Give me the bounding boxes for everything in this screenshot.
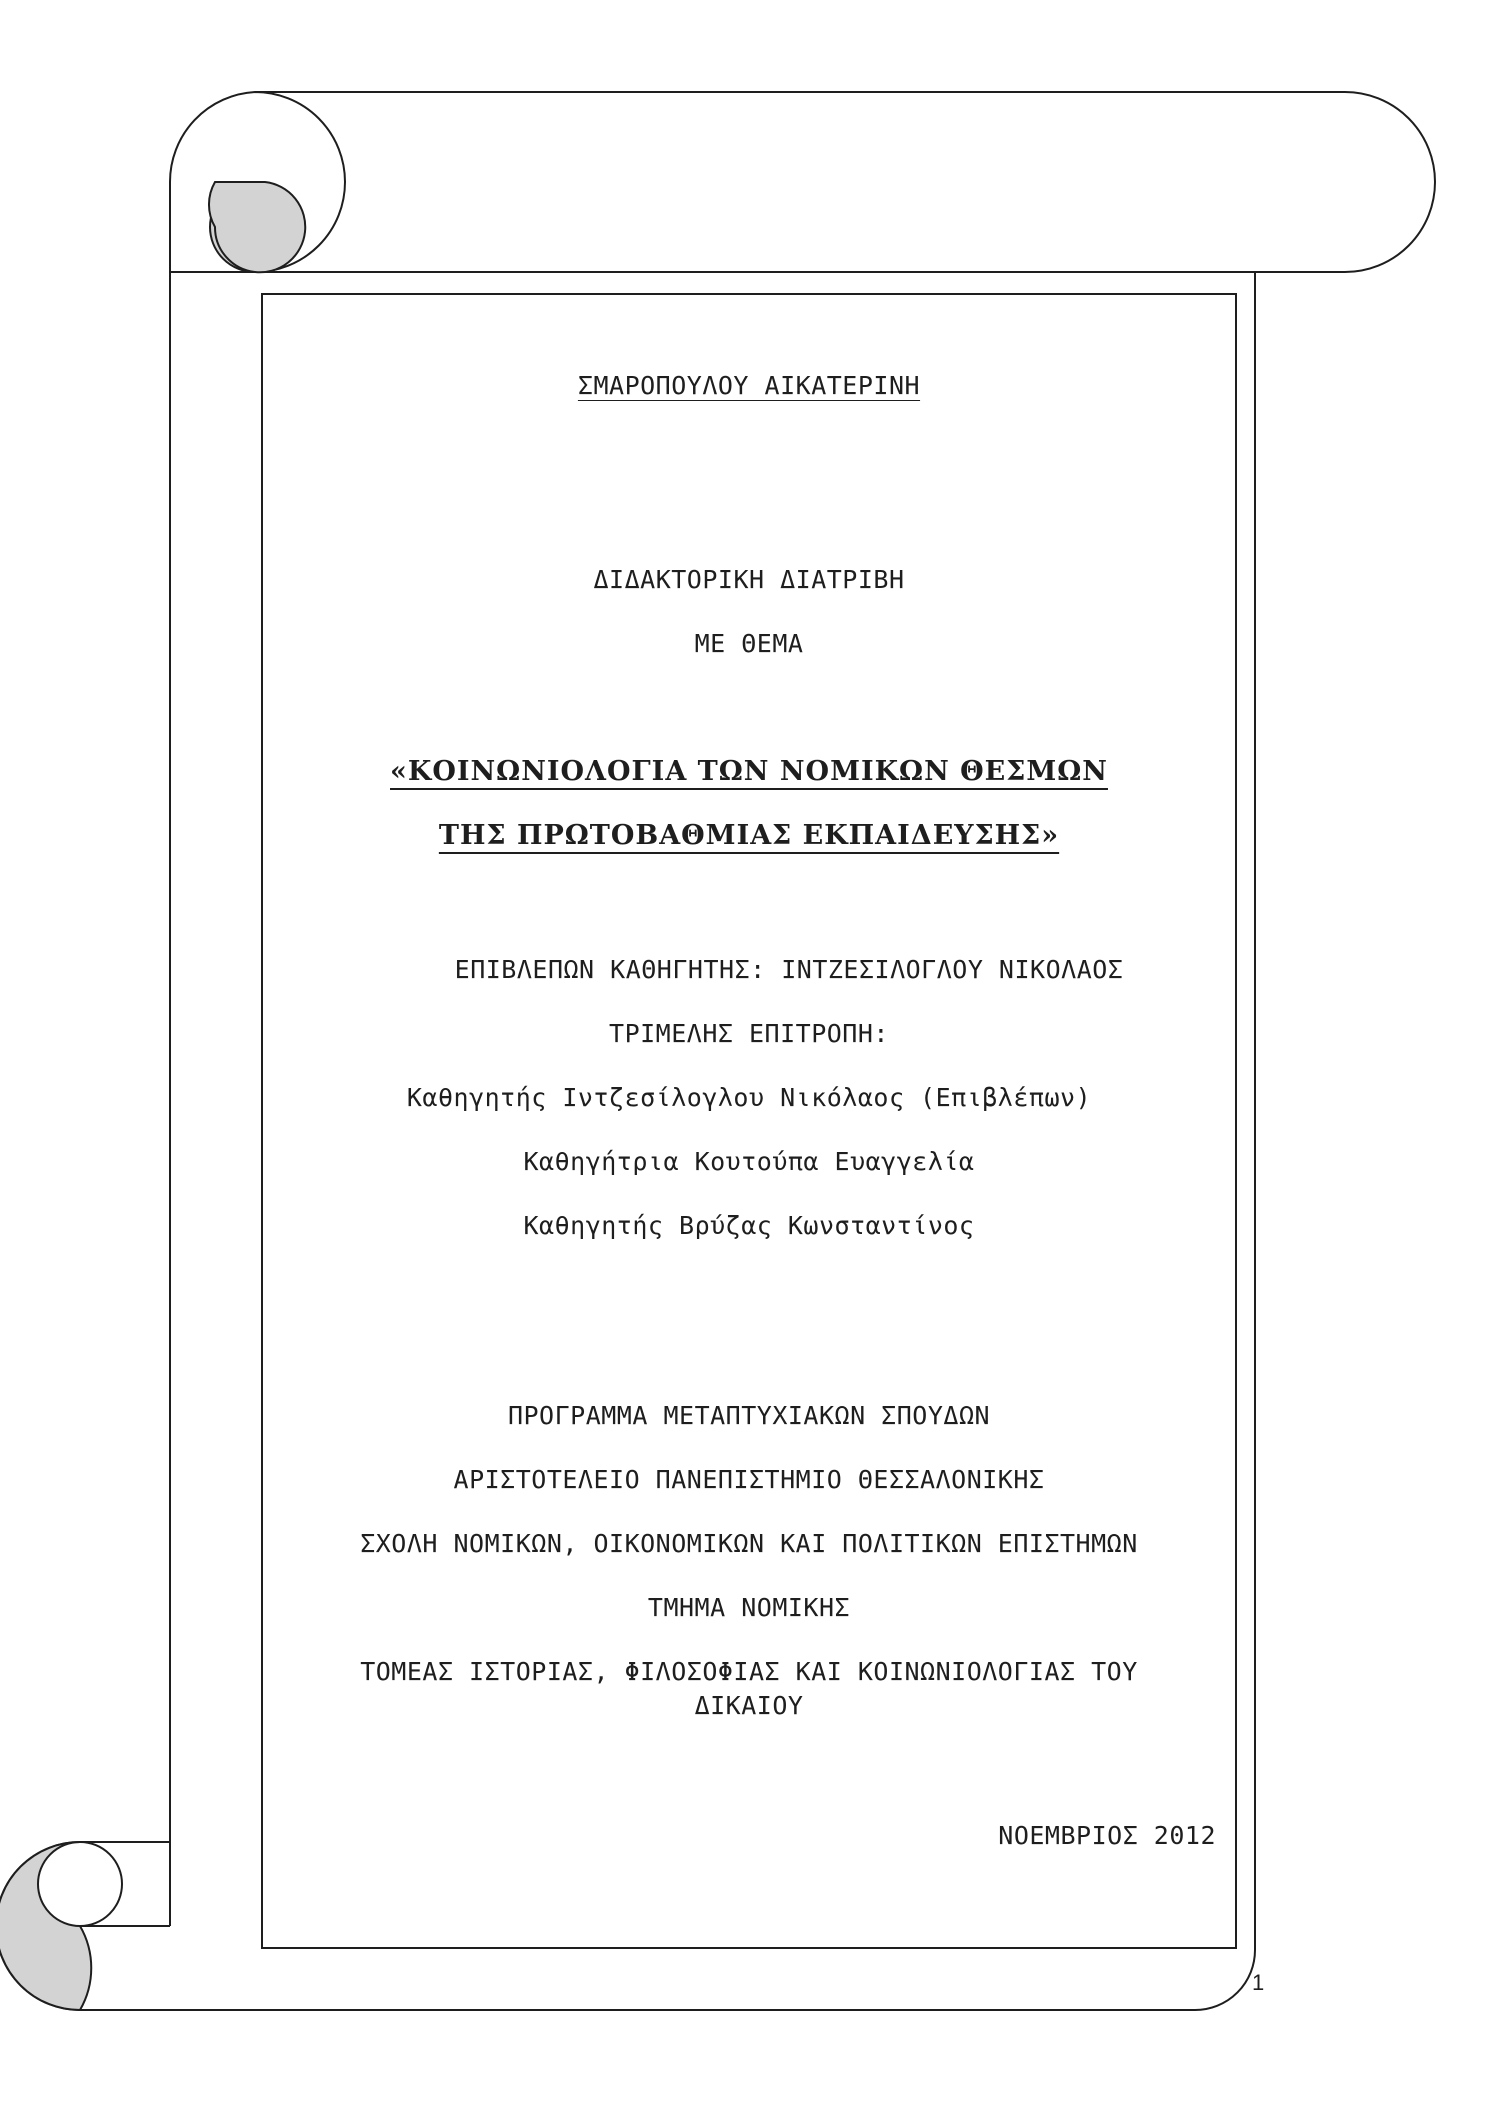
scroll-top-roll — [255, 92, 1435, 272]
university-name: ΑΡΙΣΤΟΤΕΛΕΙΟ ΠΑΝΕΠΙΣΤΗΜΙΟ ΘΕΣΣΑΛΟΝΙΚΗΣ — [453, 1465, 1045, 1494]
scroll-bottom-curl — [0, 1842, 91, 2010]
sector-name-line-2: ΔΙΚΑΙΟΥ — [694, 1691, 804, 1720]
title-page-content — [262, 294, 1236, 1948]
thesis-title-line-1: «ΚΟΙΝΩΝΙΟΛΟΓΙΑ ΤΩΝ ΝΟΜΙΚΩΝ ΘΕΣΜΩΝ — [390, 756, 1108, 787]
committee-member-3: Καθηγητής Βρύζας Κωνσταντίνος — [523, 1211, 975, 1240]
school-name: ΣΧΟΛΗ ΝΟΜΙΚΩΝ, ΟΙΚΟΝΟΜΙΚΩΝ ΚΑΙ ΠΟΛΙΤΙΚΩΝ ΕΠΙΣΤΗΜΩΝ — [360, 1529, 1138, 1558]
committee-member-2: Καθηγήτρια Κουτούπα Ευαγγελία — [523, 1147, 975, 1176]
department-name: ΤΜΗΜΑ ΝΟΜΙΚΗΣ — [647, 1593, 851, 1622]
date: ΝΟΕΜΒΡΙΟΣ 2012 — [998, 1821, 1216, 1850]
committee-member-1: Καθηγητής Ιντζεσίλογλου Νικόλαος (Επιβλέπων) — [406, 1083, 1092, 1112]
supervisor-line: ΕΠΙΒΛΕΠΩΝ ΚΑΘΗΓΗΤΗΣ: ΙΝΤΖΕΣΙΛΟΓΛΟΥ ΝΙΚΟΛΑΟΣ — [454, 955, 1124, 984]
subject-label: ΜΕ ΘΕΜΑ — [694, 629, 804, 658]
page-number: 1 — [1252, 1970, 1265, 1995]
scroll-bottom-edge — [80, 1950, 1255, 2010]
program-name: ΠΡΟΓΡΑΜΜΑ ΜΕΤΑΠΤΥΧΙΑΚΩΝ ΣΠΟΥΔΩΝ — [507, 1401, 991, 1430]
sector-name-line-1: ΤΟΜΕΑΣ ΙΣΤΟΡΙΑΣ, ΦΙΛΟΣΟΦΙΑΣ ΚΑΙ ΚΟΙΝΩΝΙΟΛΟΓΙΑΣ ΤΟΥ — [360, 1657, 1138, 1686]
document-type: ΔΙΔΑΚΤΟΡΙΚΗ ΔΙΑΤΡΙΒΗ — [593, 565, 905, 594]
author-name: ΣΜΑΡΟΠΟΥΛΟΥ ΑΙΚΑΤΕΡΙΝΗ — [577, 371, 921, 400]
thesis-title-line-2: ΤΗΣ ΠΡΩΤΟΒΑΘΜΙΑΣ ΕΚΠΑΙΔΕΥΣΗΣ» — [438, 820, 1060, 851]
committee-label: ΤΡΙΜΕΛΗΣ ΕΠΙΤΡΟΠΗ: — [609, 1019, 889, 1048]
